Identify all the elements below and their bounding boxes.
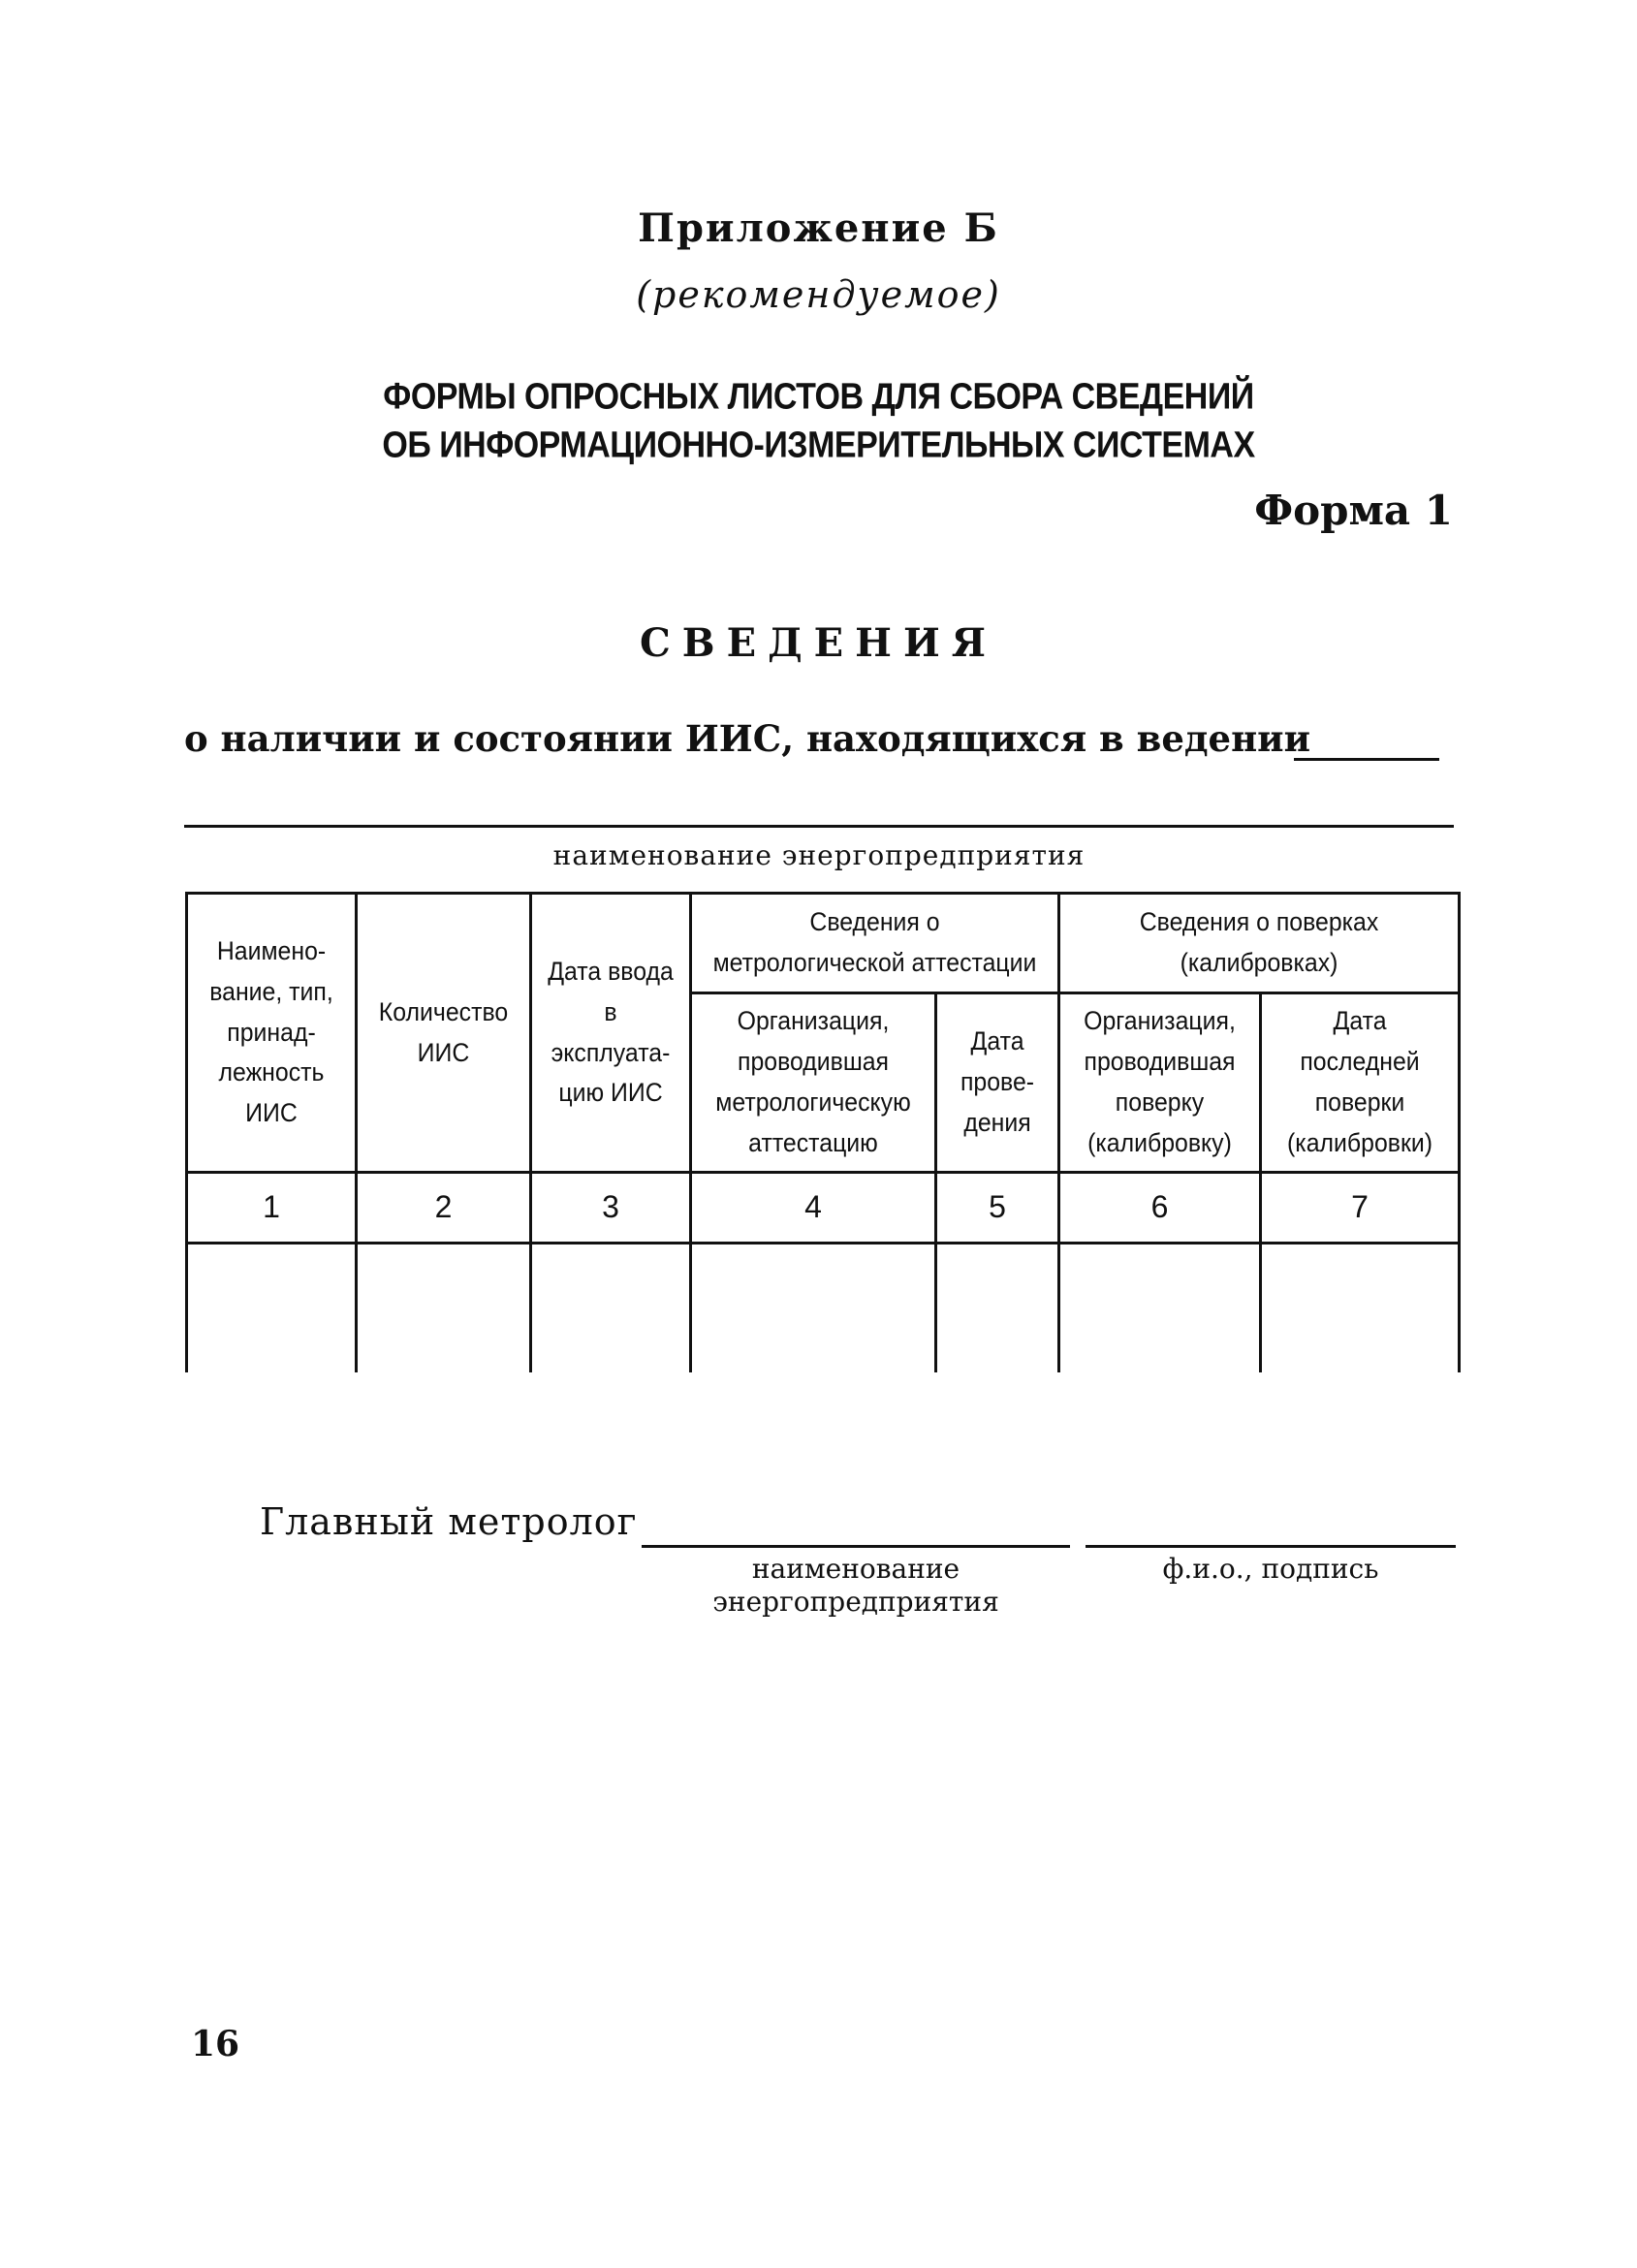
header-group-verification: Сведения о поверках (калибровках) <box>1059 894 1460 993</box>
form-subtitle: о наличии и состоянии ИИС, находящихся в ведении <box>184 717 1311 760</box>
column-number: 4 <box>691 1173 936 1244</box>
column-number: 6 <box>1059 1173 1261 1244</box>
appendix-title: Приложение Б <box>638 205 999 251</box>
column-number: 5 <box>936 1173 1059 1244</box>
appendix-subtitle: (рекомендуемое) <box>636 273 1001 316</box>
header-attestation-date: Дата прове-дения <box>936 993 1059 1173</box>
org-name-blank-short <box>1294 758 1439 761</box>
empty-cell <box>1261 1244 1460 1373</box>
document-heading-line-2: ОБ ИНФОРМАЦИОННО-ИЗМЕРИТЕЛЬНЫХ СИСТЕМАХ <box>382 424 1255 466</box>
empty-cell <box>691 1244 936 1373</box>
form-title: СВЕДЕНИЯ <box>639 620 998 666</box>
form-label: Форма 1 <box>1254 487 1453 534</box>
header-name-type-ownership: Наимено-вание, тип, принад-лежность ИИС <box>187 894 357 1173</box>
signature-name-blank <box>1086 1545 1456 1548</box>
survey-table <box>185 892 1461 1372</box>
chief-metrologist-label: Главный метролог <box>260 1500 638 1543</box>
column-number: 7 <box>1261 1173 1460 1244</box>
signature-org-blank <box>642 1545 1070 1548</box>
header-quantity: Количество ИИС <box>357 894 531 1173</box>
page-number: 16 <box>191 2024 240 2064</box>
header-attestation-organization: Организация, проводившая метрологическую аттестацию <box>691 993 936 1173</box>
header-commissioning-date: Дата ввода в эксплуата-цию ИИС <box>531 894 691 1173</box>
header-verification-organization: Организация, проводившая поверку (калибровку) <box>1059 993 1261 1173</box>
org-name-caption: наименование энергопредприятия <box>552 839 1086 871</box>
header-group-attestation: Сведения о метрологической аттестации <box>691 894 1059 993</box>
document-heading-line-1: ФОРМЫ ОПРОСНЫХ ЛИСТОВ ДЛЯ СБОРА СВЕДЕНИЙ <box>383 375 1254 418</box>
org-name-blank-long <box>184 825 1454 828</box>
signature-name-caption: ф.и.о., подпись <box>1162 1553 1379 1585</box>
header-last-verification-date: Дата последней поверки (калибровки) <box>1261 993 1460 1173</box>
empty-cell <box>936 1244 1059 1373</box>
empty-cell <box>357 1244 531 1373</box>
empty-cell <box>531 1244 691 1373</box>
empty-cell <box>1059 1244 1261 1373</box>
column-number: 1 <box>187 1173 357 1244</box>
column-number: 3 <box>531 1173 691 1244</box>
empty-cell <box>187 1244 357 1373</box>
column-number: 2 <box>357 1173 531 1244</box>
signature-org-caption: наименование энергопредприятия <box>712 1553 999 1618</box>
